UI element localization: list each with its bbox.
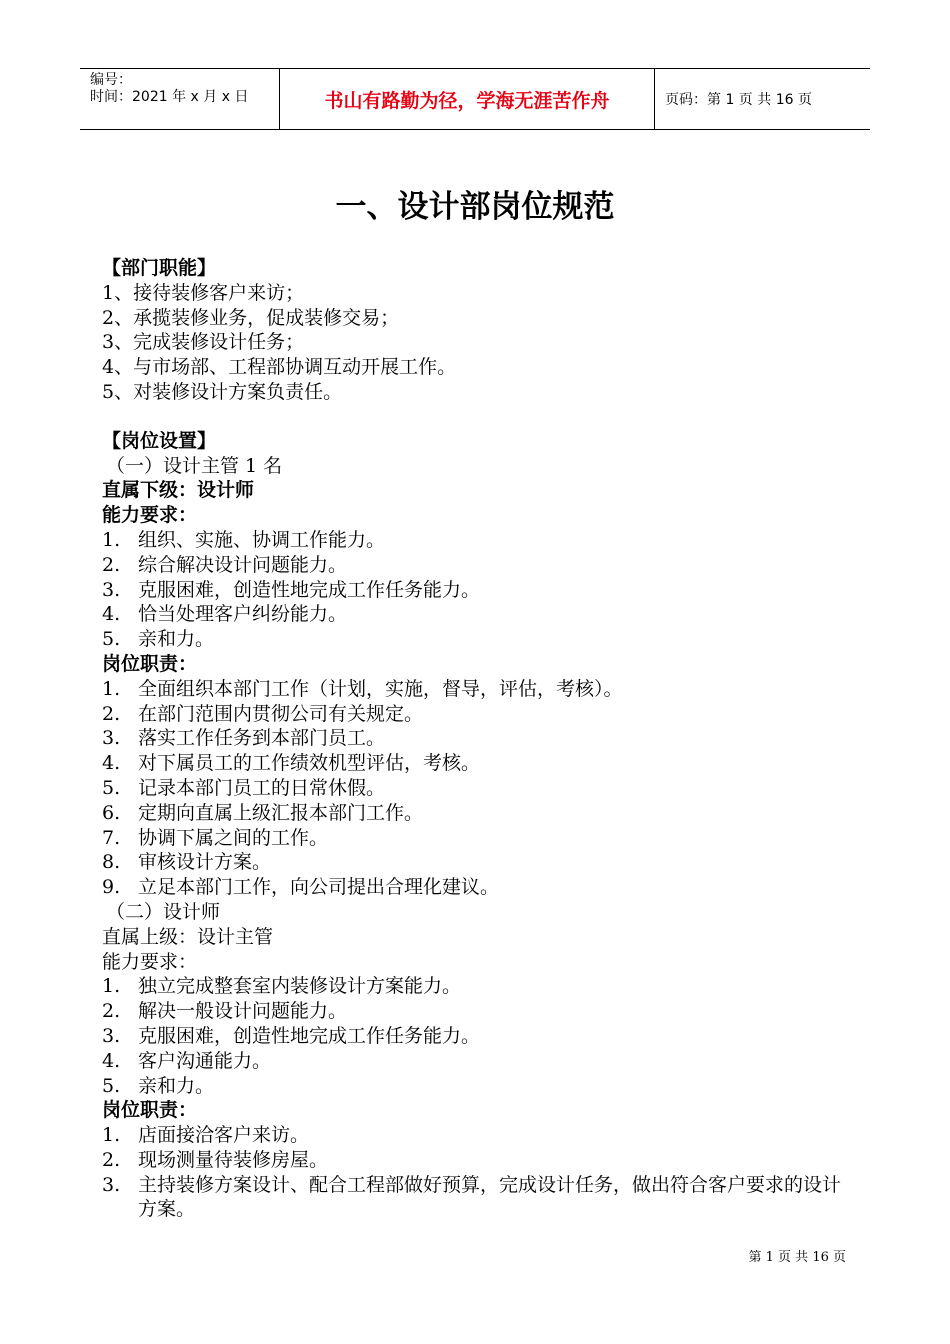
header-motto: 书山有路勤为径，学海无涯苦作舟 — [280, 69, 655, 129]
list-item: 3. 主持装修方案设计、配合工程部做好预算，完成设计任务，做出符合客户要求的设计方案。 — [102, 1173, 842, 1221]
supervisor-ability-label: 能力要求： — [102, 504, 198, 527]
list-item: 6. 定期向直属上级汇报本部门工作。 — [102, 801, 424, 824]
page-title: 一、设计部岗位规范 — [335, 189, 615, 225]
header-time: 时间：2021 年 x 月 x 日 — [90, 89, 249, 105]
page-footer: 第 1 页 共 16 页 — [748, 1250, 846, 1265]
list-item: 3. 克服困难，创造性地完成工作任务能力。 — [102, 1024, 481, 1047]
list-item: 1. 店面接洽客户来访。 — [102, 1124, 310, 1147]
header-number: 编号： — [90, 72, 132, 88]
designer-duty-label: 岗位职责： — [102, 1099, 198, 1122]
list-item: 9. 立足本部门工作，向公司提出合理化建议。 — [102, 876, 500, 899]
page-header — [80, 68, 870, 130]
list-item: 4. 客户沟通能力。 — [102, 1049, 272, 1072]
list-item: 3、完成装修设计任务； — [102, 331, 305, 354]
list-item: 4. 恰当处理客户纠纷能力。 — [102, 603, 348, 626]
list-item: 7. 协调下属之间的工作。 — [102, 826, 329, 849]
list-item: 2. 在部门范围内贯彻公司有关规定。 — [102, 702, 424, 725]
header-page: 页码：第 1 页 共 16 页 — [665, 92, 812, 108]
supervisor-duty-list — [102, 677, 862, 900]
list-item: 2. 解决一般设计问题能力。 — [102, 1000, 348, 1023]
list-item: 1、接待装修客户来访； — [102, 281, 305, 304]
list-item: 2、承揽装修业务，促成装修交易； — [102, 306, 400, 329]
list-item: 2. 现场测量待装修房屋。 — [102, 1148, 329, 1171]
designer-heading: （二）设计师 — [106, 900, 221, 923]
list-item: 4. 对下属员工的工作绩效机型评估，考核。 — [102, 752, 481, 775]
designer-superior: 直属上级：设计主管 — [102, 925, 274, 948]
list-item: 1. 组织、实施、协调工作能力。 — [102, 528, 386, 551]
posts-heading: 【岗位设置】 — [102, 429, 217, 452]
designer-ability-list — [102, 974, 862, 1098]
document-body — [102, 256, 862, 1222]
list-item: 3. 克服困难，创造性地完成工作任务能力。 — [102, 578, 481, 601]
designer-duty-list — [102, 1123, 862, 1222]
supervisor-ability-list — [102, 528, 862, 652]
header-meta — [80, 69, 280, 129]
list-item: 5. 亲和力。 — [102, 1074, 215, 1097]
dept-list — [102, 281, 862, 405]
list-item: 3. 落实工作任务到本部门员工。 — [102, 727, 386, 750]
list-item: 2. 综合解决设计问题能力。 — [102, 553, 348, 576]
list-item: 8. 审核设计方案。 — [102, 851, 272, 874]
list-item: 1. 全面组织本部门工作（计划，实施，督导，评估，考核）。 — [102, 677, 623, 700]
list-item: 5、对装修设计方案负责任。 — [102, 380, 343, 403]
list-item: 5. 亲和力。 — [102, 628, 215, 651]
supervisor-heading: （一）设计主管 1 名 — [106, 454, 283, 477]
supervisor-subordinate: 直属下级：设计师 — [102, 479, 255, 502]
list-item: 1. 独立完成整套室内装修设计方案能力。 — [102, 975, 462, 998]
supervisor-duty-label: 岗位职责： — [102, 652, 198, 675]
list-item: 4、与市场部、工程部协调互动开展工作。 — [102, 356, 457, 379]
dept-heading: 【部门职能】 — [102, 257, 217, 279]
designer-ability-label: 能力要求： — [102, 950, 198, 973]
list-item: 5. 记录本部门员工的日常休假。 — [102, 776, 386, 799]
